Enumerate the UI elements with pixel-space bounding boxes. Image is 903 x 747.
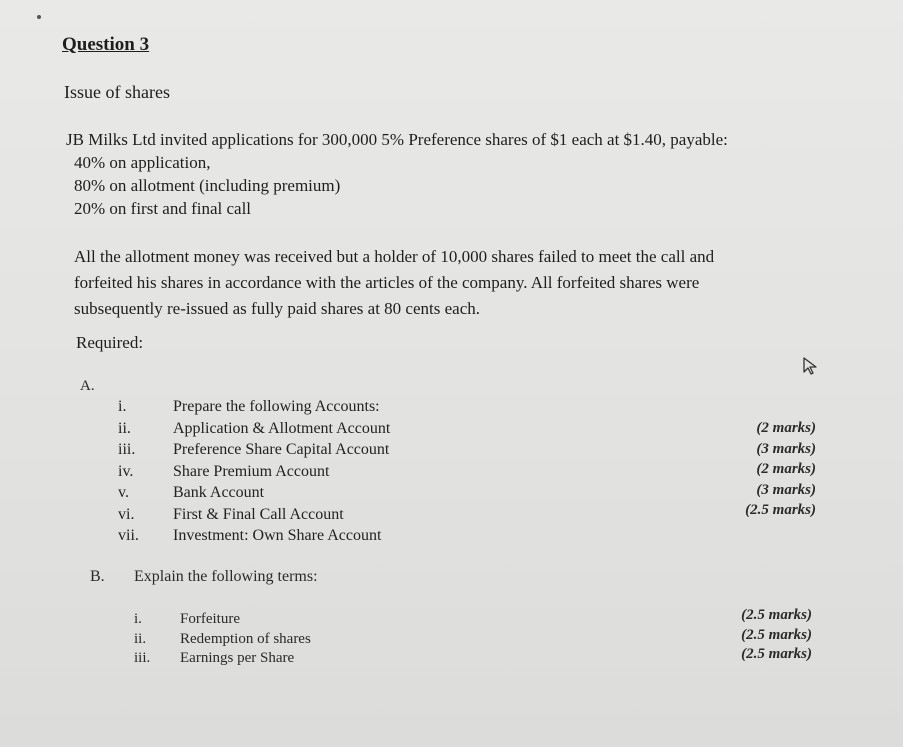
item-text: Preference Share Capital Account [173, 441, 390, 458]
list-item [118, 396, 390, 418]
marks-label: (3 marks) [756, 481, 816, 498]
item-number: iii. [134, 650, 151, 666]
item-text: Investment: Own Share Account [173, 527, 382, 544]
section-a-list [118, 396, 390, 547]
required-heading: Required: [76, 333, 144, 352]
intro-line: JB Milks Ltd invited applications for 300,000 5% Preference shares of $1 each at $1.40, payable: [66, 130, 728, 149]
item-number: vi. [118, 505, 135, 523]
marks-label: (2.5 marks) [741, 626, 812, 643]
section-b-prompt: Explain the following terms: [134, 568, 318, 585]
item-text: Prepare the following Accounts: [173, 398, 380, 415]
item-number: iii. [118, 441, 136, 458]
item-text: Bank Account [173, 484, 265, 501]
marks-label: (2.5 marks) [745, 502, 816, 518]
marks-label: (2 marks) [756, 420, 816, 436]
item-text: Earnings per Share [180, 650, 295, 666]
details-line: All the allotment money was received but a holder of 10,000 shares failed to meet the call and [74, 247, 715, 266]
marks-label: (2.5 marks) [741, 646, 812, 662]
item-text: First & Final Call Account [173, 505, 344, 523]
item-number: vii. [118, 527, 139, 544]
section-a-marks [726, 418, 816, 521]
item-number: ii. [134, 630, 147, 647]
item-number: i. [134, 611, 142, 627]
item-text: Share Premium Account [173, 462, 330, 480]
details-line: forfeited his shares in accordance with the articles of the company. All forfeited shares were [74, 273, 700, 292]
list-item [118, 439, 390, 461]
list-item [134, 610, 311, 630]
list-item [134, 630, 311, 650]
list-item [118, 461, 390, 483]
marks-label: (2 marks) [756, 461, 816, 477]
item-text: Redemption of shares [180, 630, 311, 647]
marks-label: (3 marks) [756, 440, 816, 457]
section-b-list [134, 610, 311, 669]
intro-line: 40% on application, [74, 153, 211, 172]
details-line: subsequently re-issued as fully paid shares at 80 cents each. [74, 299, 480, 318]
list-item [118, 418, 390, 440]
item-number: v. [118, 484, 129, 501]
list-item [134, 649, 311, 669]
item-number: i. [118, 398, 127, 415]
intro-line: 80% on allotment (including premium) [74, 176, 341, 195]
section-b-label: B. [90, 568, 105, 585]
item-number: ii. [118, 419, 131, 437]
question-subtitle: Issue of shares [64, 82, 170, 102]
list-item [118, 525, 390, 547]
section-a-label: A. [80, 378, 95, 394]
list-item [118, 504, 390, 526]
question-title: Question 3 [62, 34, 150, 55]
intro-line: 20% on first and final call [74, 199, 252, 218]
details-paragraph [74, 244, 714, 322]
item-number: iv. [118, 462, 134, 480]
intro-paragraph [66, 128, 728, 220]
item-text: Application & Allotment Account [173, 419, 391, 437]
page-dot [37, 15, 41, 19]
mouse-pointer-icon [800, 355, 822, 377]
marks-label: (2.5 marks) [741, 607, 812, 623]
section-b-marks [716, 606, 812, 665]
item-text: Forfeiture [180, 611, 240, 627]
list-item [118, 482, 390, 504]
